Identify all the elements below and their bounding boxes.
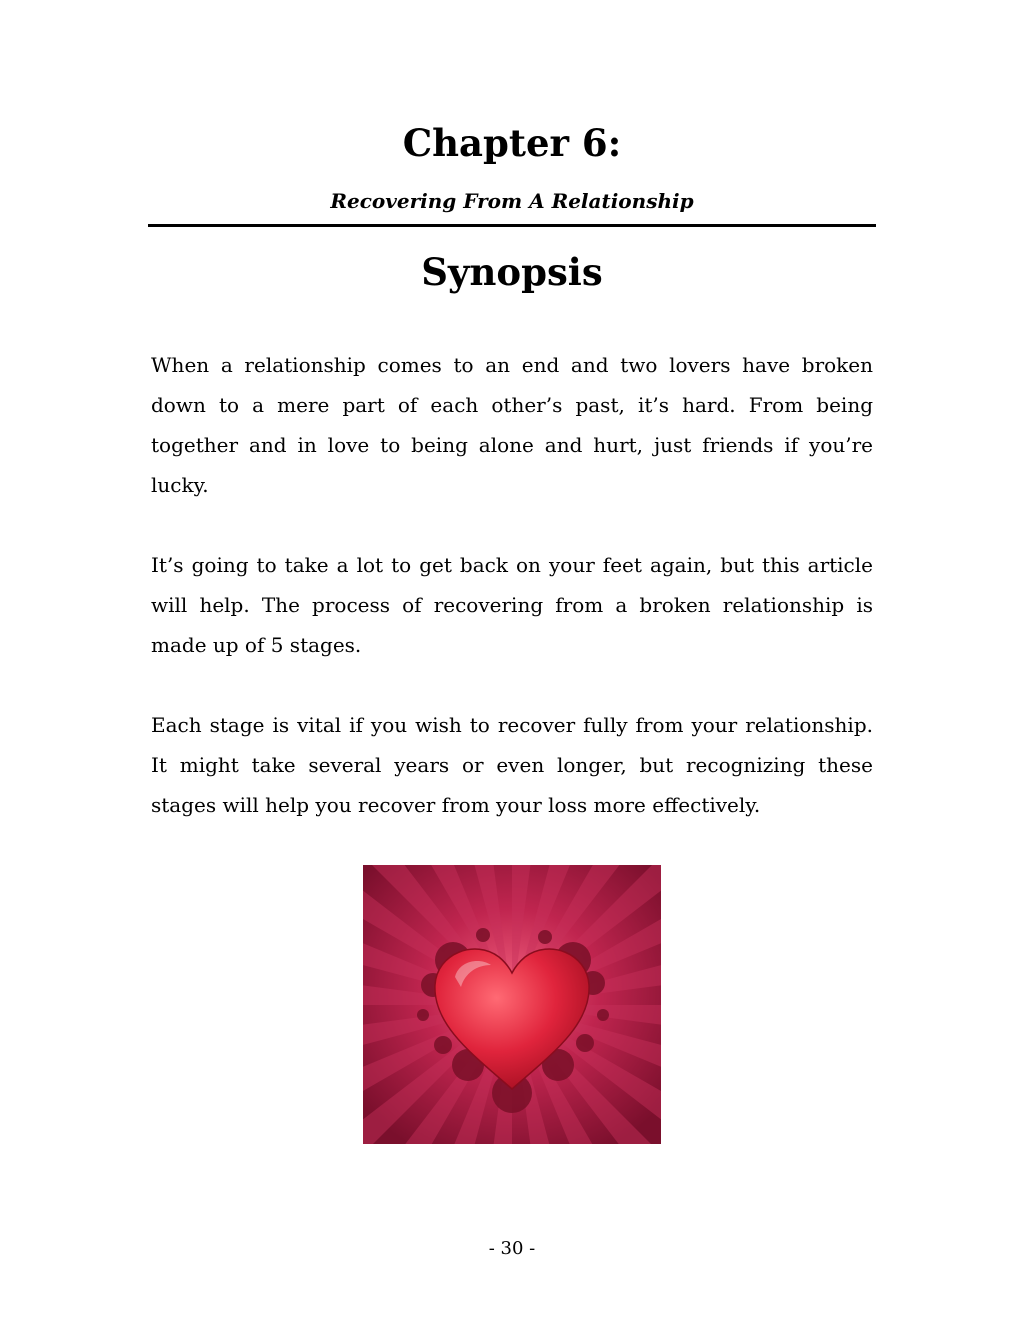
paragraph-1: When a relationship comes to an end and two lovers have broken down to a mere part of each other’s past, it’s hard. From being together and in love to being alone and hurt, just friends if you’re lucky.: [151, 353, 873, 497]
heart-icon: [363, 865, 661, 1144]
body-text: [151, 345, 873, 865]
paragraph-3: Each stage is vital if you wish to recover fully from your relationship. It might take several years or even longer, but recognizing these stages will help you recover from your loss more effectively.: [151, 713, 873, 817]
title-divider: [148, 224, 876, 227]
section-title: Synopsis: [421, 250, 603, 294]
paragraph-2: It’s going to take a lot to get back on your feet again, but this article will help. The process of recovering from a broken relationship is made up of 5 stages.: [151, 553, 873, 657]
page-number: - 30 -: [488, 1238, 536, 1259]
chapter-subtitle: Recovering From A Relationship: [330, 189, 694, 213]
chapter-title: Chapter 6:: [402, 121, 622, 165]
heart-illustration: [363, 865, 661, 1144]
